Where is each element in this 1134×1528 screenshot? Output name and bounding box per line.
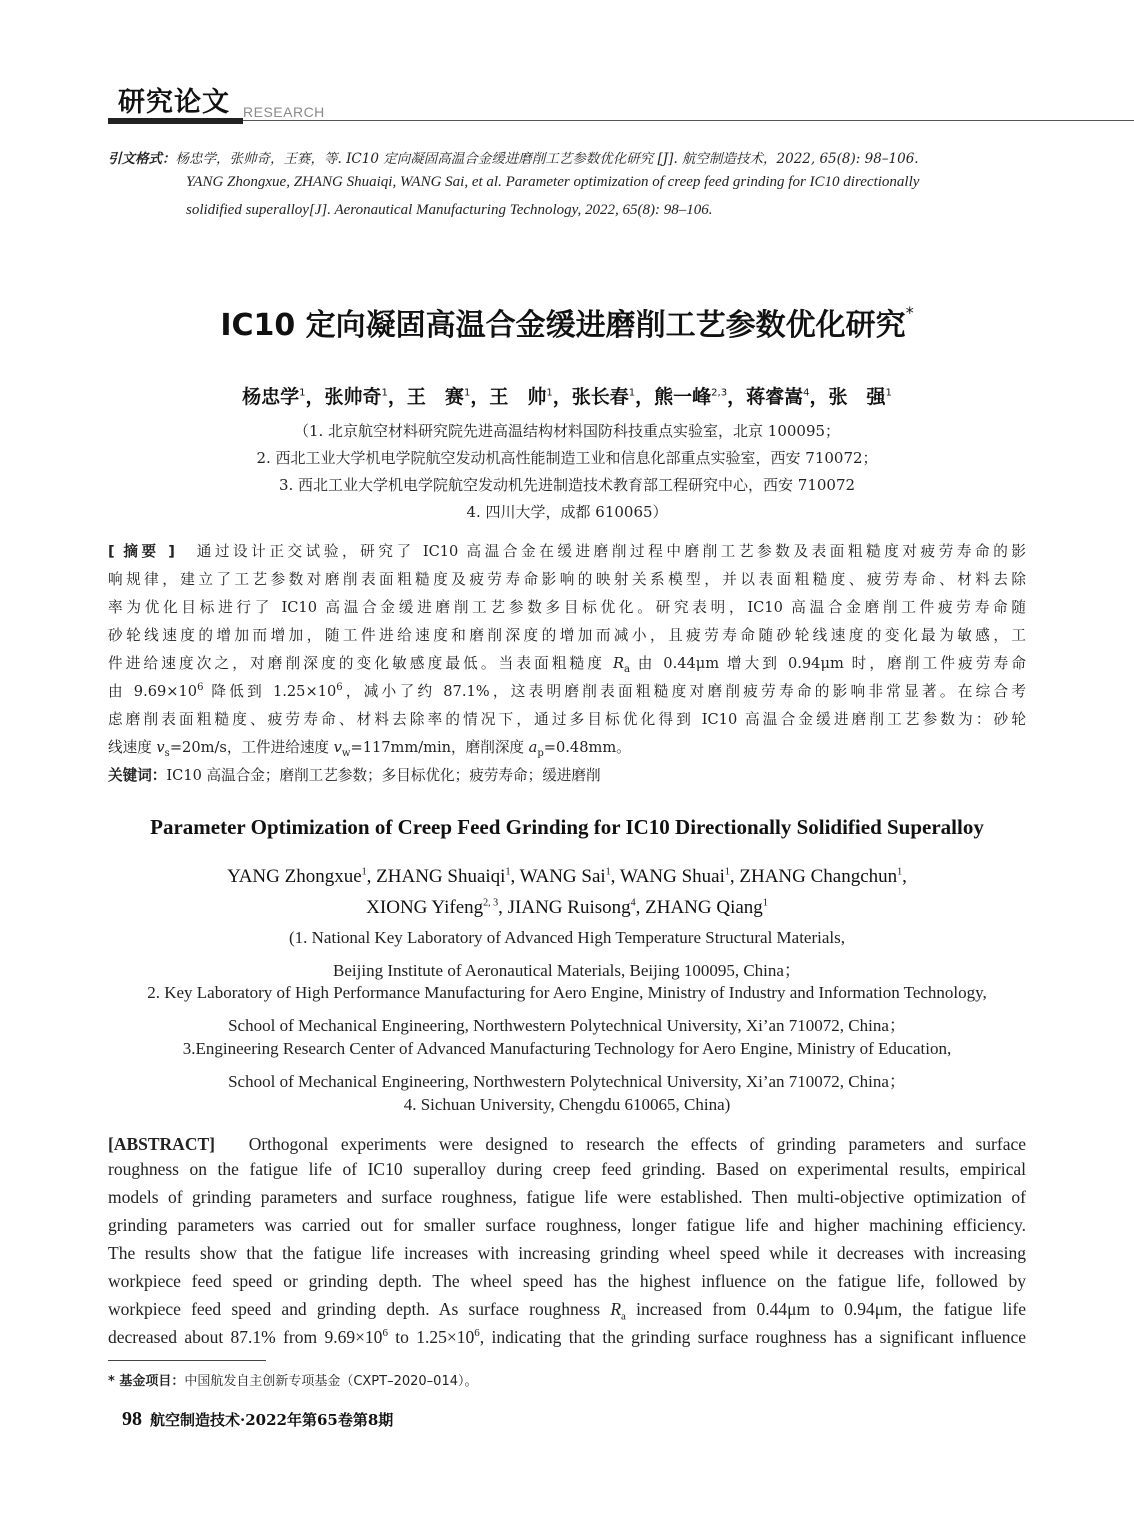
- symbol-R: R: [610, 1299, 622, 1319]
- abstract-cn-line: [108, 736, 1026, 757]
- affiliation-en-3: 2. Key Laboratory of High Performance Manufacturing for Aero Engine, Ministry of Industry and Information Technology,: [147, 983, 987, 1002]
- author-cn: 蒋睿嵩: [746, 386, 804, 408]
- header-bar: [108, 118, 243, 124]
- author-en: WANG Shuai: [619, 866, 725, 887]
- affiliation-en-4: School of Mechanical Engineering, Northwestern Polytechnical University, Xi’an 710072, China；: [228, 1016, 906, 1035]
- author-aff: 1: [724, 866, 730, 878]
- keywords-cn: [108, 764, 1026, 785]
- abstract-en-label: [ABSTRACT]: [108, 1134, 215, 1154]
- abstract-en-line: grinding parameters was carried out for smaller surface roughness, longer fatigue life and higher machining efficiency.: [108, 1215, 1026, 1235]
- paper-title-cn-text: IC10 定向凝固高温合金缓进磨削工艺参数优化研究: [220, 308, 906, 343]
- journal-issue: 航空制造技术·2022年第65卷第8期: [150, 1411, 394, 1429]
- footnote-label: * 基金项目：: [108, 1374, 185, 1389]
- title-footnote-mark: *: [905, 303, 914, 322]
- paper-title-cn: [0, 300, 1134, 344]
- author-aff: 1: [885, 387, 892, 399]
- abstract-en-line: [108, 1299, 1026, 1323]
- abstract-cn-text: =20m/s，工件进给速度: [169, 739, 334, 756]
- symbol-sub: p: [537, 747, 544, 759]
- author-cn: 王 帅: [489, 386, 547, 408]
- abstract-cn-line: [108, 652, 1026, 673]
- affiliation-en-6: School of Mechanical Engineering, Northwestern Polytechnical University, Xi’an 710072, China；: [228, 1072, 906, 1091]
- abstract-cn-label: [ 摘要 ]: [108, 543, 175, 560]
- author-cn: 熊一峰: [654, 386, 712, 408]
- author-en: JIANG Ruisong: [507, 897, 631, 918]
- author-aff: 1: [605, 866, 611, 878]
- footnote-text: 中国航发自主创新专项基金（CXPT–2020–014）。: [184, 1374, 478, 1389]
- affiliation-cn-2: 2. 西北工业大学机电学院航空发动机高性能制造工业和信息化部重点实验室，西安 710072；: [256, 449, 878, 467]
- author-aff: 1: [463, 387, 471, 399]
- symbol-exp: 6: [474, 1327, 480, 1340]
- abstract-en-text: increased from 0.44μm to 0.94μm, the fatigue life: [625, 1299, 1026, 1319]
- abstract-en-text: decreased about 87.1% from 9.69×10: [108, 1327, 383, 1347]
- affiliation-cn-4: 4. 四川大学，成都 610065）: [466, 503, 668, 521]
- abstract-cn-line: 虑磨削表面粗糙度、疲劳寿命、材料去除率的情况下，通过多目标优化得到 IC10 高温合金缓进磨削工艺参数为：砂轮: [108, 711, 1026, 728]
- section-label-en: RESEARCH: [243, 104, 325, 120]
- authors-en-line2: XIONG Yifeng$^{2, 3}$, JIANG Ruisong$^4$, ZHANG Qiang$^1$: [366, 897, 768, 918]
- author-cn: 张长春: [571, 386, 629, 408]
- keywords-cn-text: IC10 高温合金；磨削工艺参数；多目标优化；疲劳寿命；缓进磨削: [166, 767, 601, 784]
- abstract-en-line: workpiece feed speed or grinding depth. The wheel speed has the highest influence on the fatigue life, followed by: [108, 1271, 1026, 1291]
- page-number: 98: [122, 1408, 142, 1430]
- symbol-v: v: [333, 739, 342, 756]
- symbol-exp: 6: [336, 682, 343, 694]
- citation-cn-text: 杨忠学，张帅奇，王赛，等. IC10 定向凝固高温合金缓进磨削工艺参数优化研究 [J]. 航空制造技术，2022, 65(8): 98–106.: [175, 151, 919, 167]
- author-aff: 1: [381, 387, 388, 399]
- authors-en-line1: YANG Zhongxue$^1$, ZHANG Shuaiqi$^1$, WANG Sai$^1$, WANG Shuai$^1$, ZHANG Changchun$^1$,: [227, 866, 907, 887]
- abstract-cn-text: 件进给速度次之，对磨削深度的变化敏感度最低。当表面粗糙度: [108, 655, 613, 672]
- author-en: WANG Sai: [519, 866, 606, 887]
- symbol-sub: a: [621, 1310, 626, 1323]
- author-aff: 1: [897, 866, 903, 878]
- abstract-cn-text: =117mm/min，磨削深度: [350, 739, 529, 756]
- affiliation-en-2: Beijing Institute of Aeronautical Materials, Beijing 100095, China；: [333, 961, 801, 980]
- symbol-a: a: [528, 739, 538, 756]
- symbol-sub: w: [341, 747, 351, 759]
- symbol-exp: 6: [197, 682, 204, 694]
- abstract-cn-text: =0.48mm。: [543, 739, 631, 756]
- abstract-en-text: workpiece feed speed and grinding depth. As surface roughness: [108, 1299, 611, 1319]
- affiliation-en-7: 4. Sichuan University, Chengdu 610065, China): [403, 1095, 731, 1114]
- symbol-R: R: [612, 655, 624, 672]
- abstract-cn-line: 砂轮线速度的增加而增加，随工件进给速度和磨削深度的增加而减小，且疲劳寿命随砂轮线速度的变化最为敏感，工: [108, 627, 1026, 644]
- abstract-cn-text: 通过设计正交试验，研究了 IC10 高温合金在缓进磨削过程中磨削工艺参数及表面粗糙度对疲劳寿命的影: [196, 543, 1026, 560]
- author-aff: 2,3: [711, 387, 728, 399]
- affiliation-en-1: (1. National Key Laboratory of Advanced High Temperature Structural Materials,: [288, 928, 845, 947]
- author-en: ZHANG Changchun: [739, 866, 898, 887]
- keywords-cn-label: 关键词：: [108, 767, 167, 784]
- author-aff: 1: [361, 866, 367, 878]
- author-aff: 4: [803, 387, 810, 399]
- abstract-cn-line: 响规律，建立了工艺参数对磨削表面粗糙度及疲劳寿命影响的映射关系模型，并以表面粗糙度、疲劳寿命、材料去除: [108, 571, 1026, 588]
- symbol-exp: 6: [382, 1327, 388, 1340]
- abstract-en-line: [108, 1327, 1026, 1348]
- page-footer: [122, 1408, 393, 1431]
- section-label-cn: 研究论文: [118, 87, 230, 118]
- author-aff: 1: [299, 387, 306, 399]
- authors-cn: 杨忠学$^1$，张帅奇$^1$，王 赛$^1$，王 帅$^1$，张长春$^1$，熊一峰$^{2,3}$，蒋睿嵩$^4$，张 强$^1$: [242, 386, 892, 408]
- author-aff: 1: [546, 387, 553, 399]
- citation-en-line1: YANG Zhongxue, ZHANG Shuaiqi, WANG Sai, et al. Parameter optimization of creep feed grinding for IC10 directionally: [186, 174, 920, 190]
- abstract-cn-text: 降低到 1.25×10: [203, 683, 337, 700]
- footnote-rule: [108, 1360, 266, 1361]
- abstract-cn-text: 由 0.44μm 增大到 0.94μm 时，磨削工件疲劳寿命: [629, 655, 1026, 672]
- abstract-en-text: , indicating that the grinding surface roughness has a significant influence: [479, 1327, 1026, 1347]
- abstract-cn-text: 由 9.69×10: [108, 683, 198, 700]
- author-aff: 4: [630, 897, 636, 909]
- symbol-sub: s: [164, 747, 170, 759]
- header-rule: [243, 120, 1134, 121]
- author-cn: 张帅奇: [324, 386, 382, 408]
- abstract-en-line: [108, 1131, 1026, 1156]
- citation-label: 引文格式：: [108, 151, 176, 167]
- citation-cn: [108, 147, 1038, 167]
- author-aff: 1: [628, 387, 636, 399]
- abstract-cn-line: 率为优化目标进行了 IC10 高温合金缓进磨削工艺参数多目标优化。研究表明，IC10 高温合金磨削工件疲劳寿命随: [108, 599, 1026, 616]
- abstract-en-line: The results show that the fatigue life increases with increasing grinding wheel speed while it decreases with increasing: [108, 1243, 1026, 1263]
- citation-en-line2: solidified superalloy[J]. Aeronautical Manufacturing Technology, 2022, 65(8): 98–106.: [186, 202, 713, 218]
- symbol-sub: a: [623, 663, 630, 675]
- author-en: ZHANG Shuaiqi: [376, 866, 506, 887]
- author-en: YANG Zhongxue: [227, 866, 362, 887]
- abstract-cn-text: 线速度: [108, 739, 157, 756]
- author-en: XIONG Yifeng: [366, 897, 484, 918]
- author-aff: 2, 3: [483, 897, 499, 909]
- author-aff: 1: [762, 897, 768, 909]
- footnote: [108, 1370, 478, 1389]
- paper-title-en: Parameter Optimization of Creep Feed Grinding for IC10 Directionally Solidified Superalloy: [150, 815, 984, 839]
- affiliation-cn-3: 3. 西北工业大学机电学院航空发动机先进制造技术教育部工程研究中心，西安 710072: [278, 476, 856, 494]
- abstract-cn-line: [108, 680, 1026, 701]
- author-en: ZHANG Qiang: [645, 897, 763, 918]
- abstract-cn-text: ，减小了约 87.1%，这表明磨削表面粗糙度对磨削疲劳寿命的影响非常显著。在综合考: [342, 683, 1026, 700]
- author-aff: 1: [505, 866, 511, 878]
- abstract-en-text: Orthogonal experiments were designed to research the effects of grinding parameters and surface: [248, 1134, 1026, 1154]
- abstract-cn-line: [108, 540, 1026, 561]
- author-cn: 张 强: [828, 386, 886, 408]
- abstract-en-text: to 1.25×10: [387, 1327, 475, 1347]
- abstract-en-line: models of grinding parameters and surface roughness, fatigue life were established. Then multi-objective optimization of: [108, 1187, 1026, 1207]
- author-cn: 杨忠学: [242, 386, 300, 408]
- abstract-en-line: roughness on the fatigue life of IC10 superalloy during creep feed grinding. Based on experimental results, empirical: [108, 1159, 1026, 1179]
- author-cn: 王 赛: [406, 386, 464, 408]
- affiliation-en-5: 3.Engineering Research Center of Advanced Manufacturing Technology for Aero Engine, Ministry of Education,: [182, 1039, 952, 1058]
- affiliation-cn-1: （1. 北京航空材料研究院先进高温结构材料国防科技重点实验室，北京 100095；: [293, 422, 841, 440]
- symbol-v: v: [156, 739, 165, 756]
